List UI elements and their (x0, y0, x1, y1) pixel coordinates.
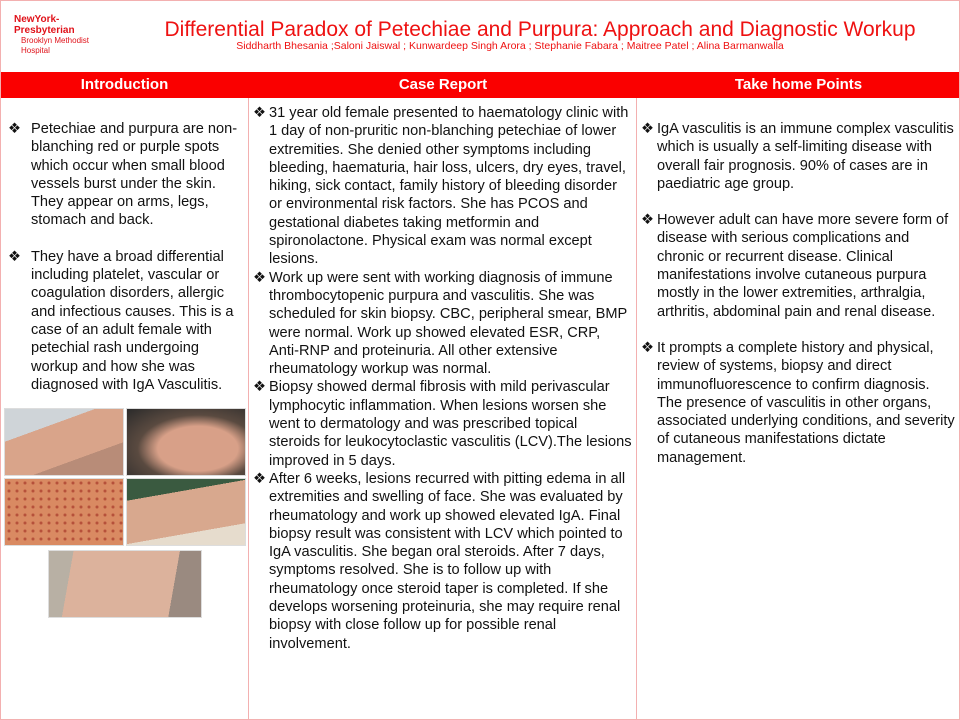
bullet-icon: ❖ (8, 248, 22, 265)
bullet-icon: ❖ (641, 339, 655, 356)
bullet-icon: ❖ (253, 269, 267, 286)
take-home-column (637, 98, 960, 720)
case-point: ❖ Work up were sent with working diagnosis of immune thrombocytopenic purpura and vasculitis. She was scheduled for skin biopsy. CBC, peripheral smear, BMP were normal. Work up showed elevated ESR, CRP, Anti-RNP and proteinuria. All other extensive rheumatology workup was normal. (253, 269, 627, 378)
intro-point: ❖ Petechiae and purpura are non-blanching red or purple spots which occur when small blood vessels burst under the skin. They appear on arms, legs, stomach and back. (8, 121, 238, 229)
rash-photo-1 (4, 408, 124, 476)
section-header-band (0, 72, 960, 98)
hospital-logo (14, 14, 124, 56)
take-home-point: ❖ However adult can have more severe form of disease with serious complications and chronic or recurrent disease. Clinical manifestations involve cutaneous purpura mostly in the lower extremities, arthralgia, arthritis, abdominal pain and renal disease. (641, 212, 949, 320)
case-point: ❖ Biopsy showed dermal fibrosis with mild perivascular lymphocytic inflammation. When lesions worsen she went to dermatology and was prescribed topical steroids for leukocytoclastic vasculitis (LCV).The lesions improved in 5 days. (253, 379, 632, 469)
poster-title: Differential Paradox of Petechiae and Purpura: Approach and Diagnostic Workup (164, 18, 916, 41)
bullet-icon: ❖ (253, 470, 267, 487)
bullet-icon: ❖ (641, 212, 655, 229)
rash-photo-5 (48, 550, 202, 618)
rash-photo-2 (126, 408, 246, 476)
take-home-point: ❖ It prompts a complete history and physical, review of systems, biopsy and direct immunofluorescence to confirm diagnosis. The presence of vasculitis in other organs, associated underlying conditions, and severity of cutaneous manifestations dictate management. (641, 339, 955, 466)
bullet-icon: ❖ (253, 105, 267, 121)
introduction-column (0, 98, 249, 720)
bullet-icon: ❖ (8, 121, 22, 137)
case-point: ❖ After 6 weeks, lesions recurred with pitting edema in all extremities and swelling of face. She was evaluated by rheumatology and work up showed elevated IgA. Final biopsy result was consistent with LCV which pointed to IgA vasculitis. She began oral steroids. After 7 days, symptoms resolved. She is to follow up with rheumatology once steroid taper is completed. If she develops worsening proteinuria, she may require renal biopsy with close follow up for possible renal involvement. (253, 470, 626, 652)
case-report-column (249, 98, 637, 720)
authors: Siddharth Bhesania ;Saloni Jaiswal ; Kunwardeep Singh Arora ; Stephanie Fabara ; Maitree Patel ; Alina Barmanwalla (236, 40, 784, 52)
rash-photo-3 (4, 478, 124, 546)
take-home-heading: Take home Points (734, 76, 863, 93)
intro-point: ❖ They have a broad differential including platelet, vascular or coagulation disorders, allergic and infectious causes. This is a case of an adult female with petechial rash undergoing workup and how she was diagnosed with IgA Vasculitis. (8, 248, 234, 393)
rash-photo-4 (126, 478, 246, 546)
rash-photo-grid (0, 408, 248, 624)
take-home-point: ❖ IgA vasculitis is an immune complex vasculitis which is usually a self-limiting disease with overall fair prognosis. 90% of cases are in paediatric age group. (641, 121, 954, 192)
logo-line4: Hospital (21, 46, 50, 55)
bullet-icon: ❖ (253, 379, 267, 396)
bullet-icon: ❖ (641, 121, 655, 137)
logo-line1: NewYork- (14, 14, 60, 25)
case-heading: Case Report (398, 76, 488, 93)
case-point: ❖ 31 year old female presented to haematology clinic with 1 day of non-pruritic non-blanching petechiae of lower extremities. She denied other symptoms including bleeding, haematuria, hair loss, ulcers, dry eyes, travel, hiking, sick contact, family history of bleeding disorder or environmental risk factors. She has PCOS and gestational diabetes taking metformin and spironolactone. Physical exam was normal except lesions. (253, 105, 629, 268)
logo-line2: Presbyterian (14, 25, 75, 36)
logo-line3: Brooklyn Methodist (21, 36, 90, 45)
intro-heading: Introduction (80, 76, 169, 93)
